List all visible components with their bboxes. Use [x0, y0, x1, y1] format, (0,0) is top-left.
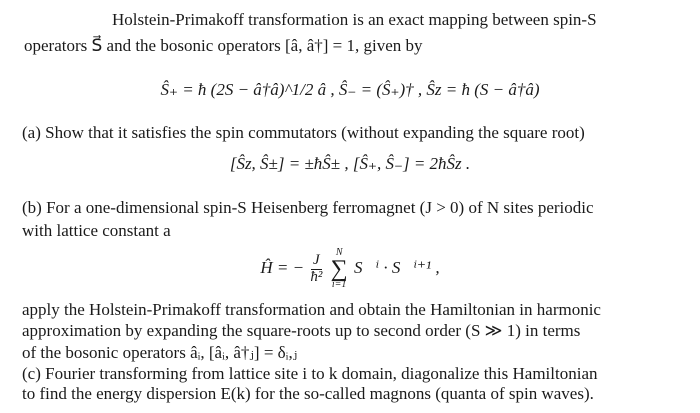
hamiltonian-rhs: S⃗ⁱ · S⃗ⁱ⁺¹ , — [353, 257, 440, 277]
part-c-line-1: (c) Fourier transforming from lattice site i to k domain, diagonalize this Hamiltonian — [22, 364, 598, 383]
body-line-2: approximation by expanding the square-roots up to second order (S ≫ 1) in terms — [22, 321, 581, 340]
part-c-line-2: to find the energy dispersion E(k) for the so-called magnons (quanta of spin waves). — [22, 384, 594, 403]
fraction-denominator: ħ² — [310, 268, 323, 285]
body-line-3: of the bosonic operators âᵢ, [âᵢ, â†ⱼ] = δᵢ,ⱼ — [22, 343, 298, 362]
sum-lower-limit: i=1 — [331, 279, 347, 290]
fraction-numerator: J — [313, 251, 320, 268]
hamiltonian-lhs: Ĥ = − — [260, 257, 305, 277]
part-b-line-1: (b) For a one-dimensional spin-S Heisenberg ferromagnet (J > 0) of N sites periodic — [22, 198, 594, 217]
hamiltonian-fraction — [310, 253, 322, 286]
intro-line-2: operators S⃗ and the bosonic operators [â, â†] = 1, given by — [24, 36, 423, 55]
part-a-text: (a) Show that it satisfies the spin commutators (without expanding the square root) — [22, 123, 585, 142]
part-b-line-2: with lattice constant a — [22, 221, 171, 240]
sum-sign: ∑ — [330, 256, 348, 282]
hamiltonian-equation — [0, 248, 700, 290]
commutator-equation: [Ŝz, Ŝ±] = ±ħŜ± , [Ŝ₊, Ŝ₋] = 2ħŜz . — [229, 154, 471, 173]
sum-upper-limit: N — [335, 247, 343, 258]
summation — [331, 248, 348, 290]
body-line-1: apply the Holstein-Primakoff transformation and obtain the Hamiltonian in harmonic — [22, 300, 601, 319]
intro-line-1: Holstein-Primakoff transformation is an exact mapping between spin-S — [112, 10, 597, 29]
transformation-equation: Ŝ₊ = ħ (2S − â†â)^1/2 â , Ŝ₋ = (Ŝ₊)† , Ŝz = ħ (S − â†â) — [160, 80, 540, 99]
